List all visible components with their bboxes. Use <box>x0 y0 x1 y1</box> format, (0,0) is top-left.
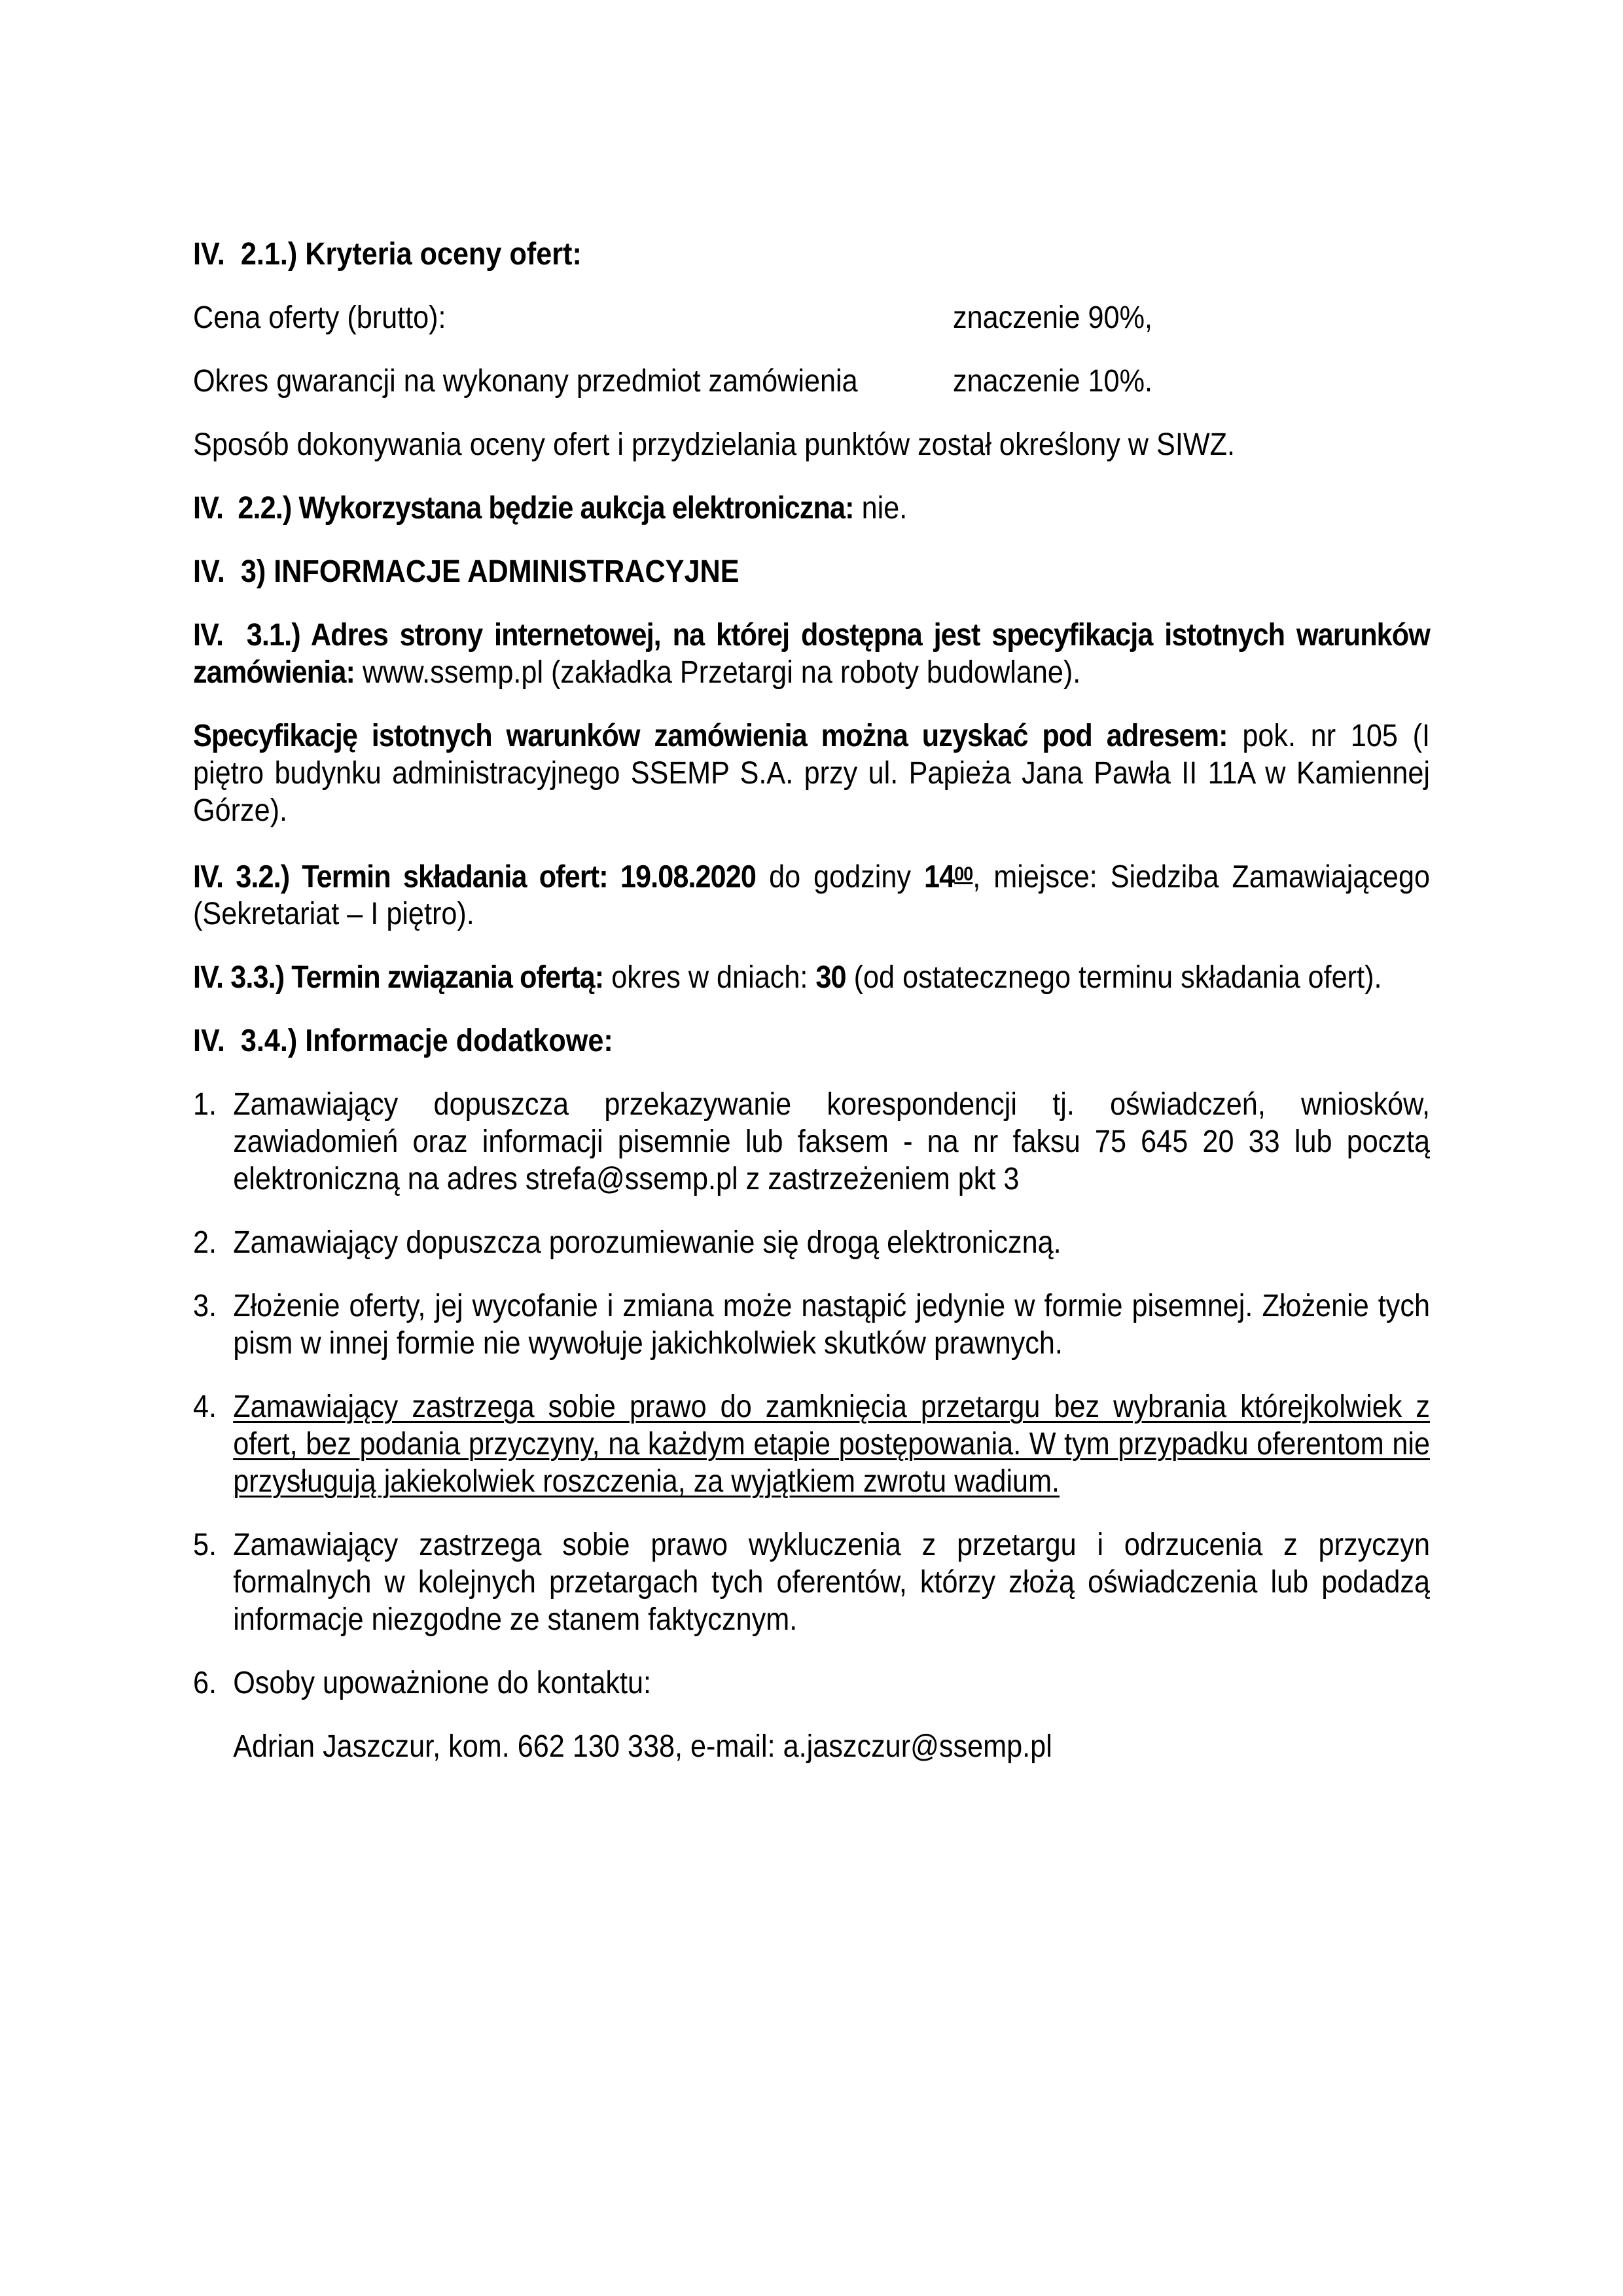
list-item-1-number: 1. <box>193 1087 217 1122</box>
paragraph-adres-bold: IV. 3.1.) Adres strony internetowej, na której dostępna jest specyfikacja istotnych warunków zamówienia: <box>193 618 1430 690</box>
termin-zwiazania-bold: IV. 3.3.) Termin związania ofertą: <box>193 960 604 996</box>
paragraph-termin-zwiazania <box>193 959 1430 996</box>
list-item-3-number: 3. <box>193 1289 217 1324</box>
list-item-1-text: Zamawiający dopuszcza przekazywanie korespondencji tj. oświadczeń, wniosków, zawiadomień oraz informacji pisemnie lub faksem - na nr faksu 75 645 20 33 lub pocztą elektroniczną na adres strefa@ssemp.pl z zastrzeżeniem pkt 3 <box>233 1087 1431 1197</box>
paragraph-specyfikacja <box>193 717 1430 829</box>
godzina-14: 14 <box>924 859 955 895</box>
paragraph-aukcja-normal: nie. <box>853 491 908 526</box>
list-item-4-text: Zamawiający zastrzega sobie prawo do zamknięcia przetargu bez wybrania którejkolwiek z ofert, bez podania przyczyny, na każdym etapie postępowania. W tym przypadku oferentom nie przysługują jakiekolwiek roszczenia, za wyjątkiem zwrotu wadium. <box>233 1390 1431 1499</box>
paragraph-aukcja-elektroniczna <box>193 490 1430 527</box>
heading-informacje-administracyjne: IV. 3) INFORMACJE ADMINISTRACYJNE <box>193 554 740 589</box>
criteria-row-cena <box>193 299 1430 336</box>
paragraph-sposob-oceny: Sposób dokonywania oceny ofert i przydzielania punktów został określony w SIWZ. <box>193 427 1235 462</box>
dni-30: 30 <box>815 960 846 996</box>
termin-zwiazania-tail: (od ostatecznego terminu składania ofert). <box>846 960 1382 996</box>
list-item-3 <box>193 1287 1430 1362</box>
criteria-value-cena: znaczenie 90%, <box>953 300 1153 335</box>
paragraph-adres-normal: www.ssemp.pl (zakładka Przetargi na roboty budowlane). <box>354 655 1081 690</box>
document-content <box>193 236 1430 1791</box>
list-item-4 <box>193 1388 1430 1500</box>
list-item-6 <box>193 1664 1430 1702</box>
paragraph-adres-strony <box>193 617 1430 691</box>
criteria-label-cena: Cena oferty (brutto): <box>193 300 446 335</box>
list-item-2-text: Zamawiający dopuszcza porozumiewanie się drogą elektroniczną. <box>233 1225 1061 1261</box>
criteria-value-gwarancja: znaczenie 10%. <box>953 364 1153 399</box>
paragraph-aukcja-bold: IV. 2.2.) Wykorzystana będzie aukcja elektroniczna: <box>193 491 854 526</box>
termin-skladania-miejsce: , miejsce: Siedziba Zamawiającego (Sekretariat – I piętro). <box>193 859 1430 932</box>
list-item-2 <box>193 1224 1430 1261</box>
paragraph-termin-skladania <box>193 855 1430 933</box>
criteria-row-gwarancja <box>193 363 1430 400</box>
list-item-4-number: 4. <box>193 1390 217 1425</box>
termin-zwiazania-normal: okres w dniach: <box>603 960 816 996</box>
heading-kryteria-oceny: IV. 2.1.) Kryteria oceny ofert: <box>193 237 582 272</box>
list-item-5-text: Zamawiający zastrzega sobie prawo wykluczenia z przetargu i odrzucenia z przyczyn formalnych w kolejnych przetargach tych oferentów, którzy złożą oświadczenia lub podadzą informacje niezgodne ze stanem faktycznym. <box>233 1528 1431 1638</box>
list-item-5 <box>193 1526 1430 1638</box>
list-item-6-text: Osoby upoważnione do kontaktu: <box>233 1666 652 1701</box>
criteria-label-gwarancja: Okres gwarancji na wykonany przedmiot zamówienia <box>193 364 858 399</box>
paragraph-specyfikacja-bold: Specyfikację istotnych warunków zamówienia można uzyskać pod adresem: <box>193 719 1228 753</box>
contact-line: Adrian Jaszczur, kom. 662 130 338, e-mail: a.jaszczur@ssemp.pl <box>233 1729 1052 1765</box>
termin-skladania-normal: do godziny <box>756 859 925 895</box>
heading-informacje-dodatkowe: IV. 3.4.) Informacje dodatkowe: <box>193 1024 613 1059</box>
list-item-2-number: 2. <box>193 1225 217 1261</box>
termin-skladania-bold: IV. 3.2.) Termin składania ofert: 19.08.2020 <box>193 859 757 895</box>
list-item-6-number: 6. <box>193 1666 217 1701</box>
godzina-superscript: 00 <box>954 863 973 885</box>
list-item-5-number: 5. <box>193 1528 217 1563</box>
list-item-1 <box>193 1086 1430 1198</box>
list-item-3-text: Złożenie oferty, jej wycofanie i zmiana może nastąpić jedynie w formie pisemnej. Złożenie tych pism w innej formie nie wywołuje jakichkolwiek skutków prawnych. <box>233 1289 1431 1361</box>
paragraph-specyfikacja-normal: pok. nr 105 (I piętro budynku administracyjnego SSEMP S.A. przy ul. Papieża Jana Pawła II 11A w Kamiennej Górze). <box>193 719 1431 828</box>
